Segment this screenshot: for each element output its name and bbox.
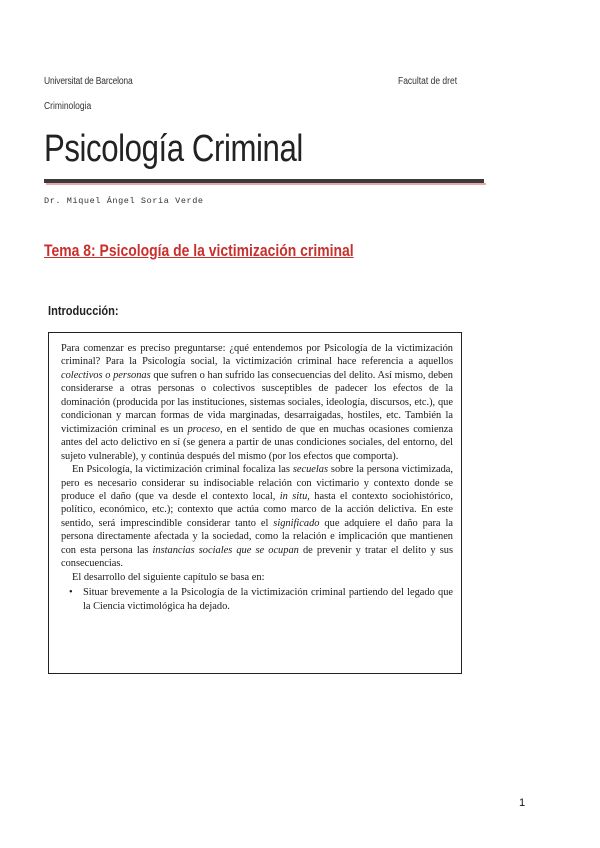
text-run: que adquiere el daño para la persona directamente afectada y la sociedad, como la relación e implicación que mantienen con esta persona las <box>61 517 453 556</box>
italic-run: colectivos o personas <box>61 369 151 381</box>
italic-run: in situ, <box>279 490 310 502</box>
text-run: En Psicología, la victimización criminal focaliza las <box>72 464 293 476</box>
author-name: Dr. Miquel Ángel Soria Verde <box>44 196 204 206</box>
excerpt-paragraph-2 <box>61 463 453 571</box>
title-rule-accent <box>46 183 486 185</box>
text-run: Para comenzar es preciso preguntarse: ¿qué entendemos por Psicología de la victimización criminal? Para la Psicología social, la victimización criminal hace referencia a aquellos <box>61 343 453 368</box>
italic-run: significado <box>273 517 320 529</box>
faculty-name: Facultat de dret <box>398 76 458 87</box>
italic-run: proceso, <box>187 423 223 435</box>
text-run: en el sentido de que en muchas ocasiones comienza antes del acto delictivo en sí (se genera a partir de unas condiciones sociales, del entorno, del sujeto vulnerable), y continúa después del mismo (por los efectos que comporta). <box>61 423 454 462</box>
list-item <box>69 586 453 613</box>
excerpt-paragraph-1 <box>61 342 453 463</box>
text-run: que sufren o han sufrido las consecuencias del delito. Así mismo, deben considerarse a otras personas o colectivos susceptibles de padecer los efectos de la dominación (producida por las instituciones, sistemas sociales, ideología, discursos, etc.), que condicionan y marcan formas de vida marginadas, desarraigadas, hostiles, etc. También la victimización criminal es un <box>61 369 453 435</box>
topic-heading: Tema 8: Psicología de la victimización criminal <box>44 241 354 260</box>
excerpt-paragraph-3: El desarrollo del siguiente capítulo se basa en: <box>72 571 265 583</box>
university-name: Universitat de Barcelona <box>44 76 133 87</box>
excerpt-bullet-list <box>61 586 453 613</box>
list-item-text: Situar brevemente a la Psicología de la victimización criminal partiendo del legado que la Ciencia victimológica ha dejado. <box>83 587 453 612</box>
excerpt-box <box>48 332 462 674</box>
italic-run: secuelas <box>292 464 329 476</box>
page-number: 1 <box>519 797 526 809</box>
text-run: hasta el contexto sociohistórico, político, económico, etc.); contexto que actúa como marco de la acción delictiva. En este sentido, será imprescindible considerar tanto el <box>61 490 453 529</box>
bullet-icon: • <box>69 587 73 599</box>
text-run: sobre la persona victimizada, pero es necesario considerar su indisociable relación con victimario y contexto donde se produce el daño (que va desde el contexto local, <box>61 464 453 502</box>
italic-run: instancias sociales que se ocupan <box>152 544 299 556</box>
document-title: Psicología Criminal <box>44 128 303 170</box>
text-run: de prevenir y tratar el delito y sus consecuencias. <box>61 544 453 570</box>
section-heading: Introducción: <box>48 303 119 318</box>
subject-name: Criminologia <box>44 101 92 112</box>
